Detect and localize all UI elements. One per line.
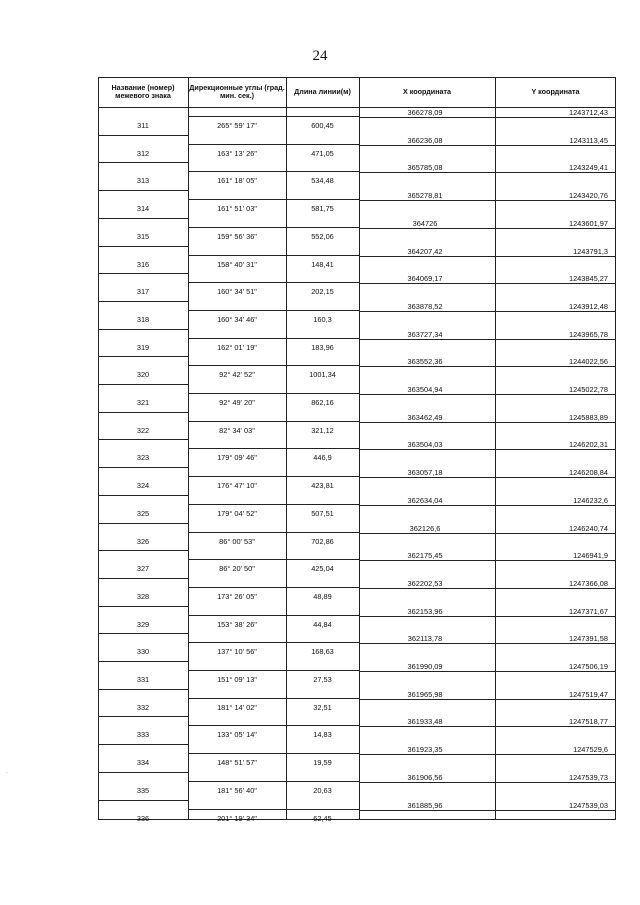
x-coordinate: 366278,09 [407, 108, 443, 117]
point-name: 330 [136, 647, 150, 657]
coord-divider [359, 505, 616, 506]
point-name: 315 [136, 231, 150, 241]
row-divider [98, 77, 616, 78]
direction-angle: 176° 47' 10" [217, 481, 257, 491]
direction-angle: 201° 19' 34" [217, 813, 257, 823]
point-divider [98, 218, 188, 219]
point-divider [98, 606, 188, 607]
y-coordinate: 1243601,97 [568, 218, 608, 228]
line-length: 321,12 [311, 425, 334, 435]
segment-divider [188, 559, 359, 560]
point-divider [98, 467, 188, 468]
coord-divider [359, 810, 616, 811]
x-coordinate: 364207,42 [407, 246, 443, 256]
coord-divider [359, 477, 616, 478]
point-name: 332 [136, 702, 150, 712]
coord-divider [359, 228, 616, 229]
direction-angle: 173° 26' 05" [217, 591, 257, 601]
y-coordinate: 1244022,56 [568, 357, 608, 367]
segment-divider [188, 448, 359, 449]
y-coordinate: 1247366,08 [568, 578, 608, 588]
segment-divider [188, 642, 359, 643]
coord-divider [359, 560, 616, 561]
x-coordinate: 363057,18 [407, 468, 443, 478]
point-name: 336 [136, 813, 150, 823]
coord-divider [359, 616, 616, 617]
direction-angle: 158° 40' 31" [217, 259, 257, 269]
point-name: 325 [136, 508, 150, 518]
coord-divider [359, 533, 616, 534]
direction-angle: 133° 05' 14" [217, 730, 257, 740]
y-coordinate: 1247518,77 [568, 717, 608, 727]
segment-divider [188, 587, 359, 588]
segment-divider [188, 144, 359, 145]
point-name: 319 [136, 342, 150, 352]
y-coordinate: 1246941,9 [573, 551, 608, 561]
line-length: 423,81 [311, 481, 334, 491]
line-length: 48,89 [313, 591, 332, 601]
coord-divider [359, 256, 616, 257]
line-length: 14,83 [313, 730, 332, 740]
y-coordinate: 1247539,03 [568, 800, 608, 810]
point-divider [98, 439, 188, 440]
segment-divider [188, 227, 359, 228]
coord-divider [359, 588, 616, 589]
y-coordinate: 1243845,27 [568, 274, 608, 284]
point-name: 312 [136, 148, 150, 158]
direction-angle: 137° 10' 56" [217, 647, 257, 657]
point-name: 322 [136, 425, 150, 435]
page-number: 24 [312, 48, 328, 64]
line-length: 202,15 [311, 287, 334, 297]
x-coordinate: 362202,53 [407, 578, 443, 588]
line-length: 148,41 [311, 259, 334, 269]
line-length: 702,86 [311, 536, 334, 546]
segment-divider [188, 199, 359, 200]
segment-divider [188, 532, 359, 533]
direction-angle: 160° 34' 46" [217, 314, 257, 324]
y-coordinate: 1243912,48 [568, 301, 608, 311]
x-coordinate: 361990,09 [407, 662, 443, 671]
segment-divider [188, 615, 359, 616]
segment-divider [188, 338, 359, 339]
point-name: 311 [137, 121, 149, 130]
coord-divider [359, 172, 616, 173]
x-coordinate: 366236,08 [407, 135, 443, 145]
coord-divider [359, 366, 616, 367]
y-coordinate: 1246240,74 [568, 523, 608, 533]
y-coordinate: 1243249,41 [568, 163, 608, 173]
segment-divider [188, 393, 359, 394]
direction-angle: 82° 34' 03" [219, 425, 255, 435]
y-coordinate: 1245022,78 [568, 385, 608, 394]
line-length: 44,84 [313, 619, 332, 629]
direction-angle: 161° 51' 03" [217, 204, 257, 214]
point-divider [98, 744, 188, 745]
point-divider [98, 495, 188, 496]
x-coordinate: 364069,17 [407, 274, 443, 284]
coord-divider [359, 200, 616, 201]
header-length: Длина линии(м) [294, 86, 351, 96]
x-coordinate: 362153,96 [407, 606, 443, 616]
line-length: 32,51 [313, 702, 332, 712]
direction-angle: 179° 04' 52" [217, 508, 257, 518]
y-coordinate: 1247506,19 [568, 662, 608, 671]
point-divider [98, 162, 188, 163]
coord-divider [359, 422, 616, 423]
x-coordinate: 365278,81 [407, 191, 443, 201]
point-name: 321 [136, 398, 150, 407]
y-coordinate: 1246202,31 [568, 440, 608, 450]
x-coordinate: 363504,03 [407, 440, 443, 450]
header-y: Y координата [531, 86, 580, 96]
x-coordinate: 363727,34 [407, 329, 443, 339]
y-coordinate: 1247391,58 [568, 634, 608, 644]
side-mark: · [6, 770, 8, 776]
direction-angle: 86° 20' 50" [219, 564, 255, 574]
point-divider [98, 550, 188, 551]
point-divider [98, 190, 188, 191]
point-divider [98, 689, 188, 690]
coord-divider [359, 782, 616, 783]
line-length: 62,45 [313, 813, 332, 823]
point-name: 318 [136, 314, 150, 324]
coord-divider [359, 671, 616, 672]
y-coordinate: 1245883,89 [568, 412, 608, 422]
direction-angle: 148° 51' 57" [217, 758, 257, 768]
segment-divider [188, 753, 359, 754]
segment-divider [188, 310, 359, 311]
direction-angle: 163° 13' 26" [217, 148, 257, 158]
point-divider [98, 661, 188, 662]
segment-divider [188, 725, 359, 726]
segment-divider [188, 116, 359, 117]
coord-divider [359, 311, 616, 312]
x-coordinate: 362113,78 [407, 634, 443, 644]
segment-divider [188, 698, 359, 699]
segment-divider [188, 365, 359, 366]
segment-divider [188, 809, 359, 810]
y-coordinate: 1247529,6 [573, 745, 608, 755]
segment-divider [188, 421, 359, 422]
point-name: 326 [136, 536, 150, 546]
line-length: 471,05 [311, 148, 334, 158]
point-divider [98, 633, 188, 634]
header-x: X координата [402, 86, 452, 96]
line-length: 446,9 [313, 453, 332, 463]
x-coordinate: 365785,08 [407, 163, 443, 173]
point-divider [98, 772, 188, 773]
line-length: 862,16 [311, 398, 334, 407]
y-coordinate: 1243712,43 [568, 108, 608, 117]
coord-divider [359, 145, 616, 146]
x-coordinate: 361965,98 [407, 689, 443, 699]
y-coordinate: 1243965,78 [568, 329, 608, 339]
direction-angle: 159° 56' 36" [217, 231, 257, 241]
x-coordinate: 361933,48 [407, 717, 443, 727]
header-angle: Дирекционные углы (град. мин. сек.) [189, 82, 285, 100]
direction-angle: 86° 00' 53" [219, 536, 255, 546]
coord-divider [359, 449, 616, 450]
point-divider [98, 716, 188, 717]
x-coordinate: 361906,56 [407, 772, 443, 782]
x-coordinate: 363504,94 [407, 385, 443, 394]
y-coordinate: 1243420,76 [568, 191, 608, 201]
x-coordinate: 363552,36 [407, 357, 443, 367]
point-divider [98, 412, 188, 413]
line-length: 600,45 [311, 121, 334, 130]
direction-angle: 181° 56' 40" [217, 785, 257, 795]
line-length: 1001,34 [309, 370, 336, 380]
point-divider [98, 329, 188, 330]
coord-divider [359, 339, 616, 340]
y-coordinate: 1243113,45 [569, 135, 608, 145]
point-name: 329 [136, 619, 150, 629]
coord-divider [359, 643, 616, 644]
direction-angle: 151° 09' 13" [217, 675, 257, 684]
point-name: 333 [136, 730, 150, 740]
x-coordinate: 362175,45 [407, 551, 443, 561]
point-divider [98, 578, 188, 579]
direction-angle: 162° 01' 19" [217, 342, 257, 352]
point-name: 334 [136, 758, 150, 768]
point-name: 331 [136, 675, 150, 684]
coord-divider [359, 754, 616, 755]
y-coordinate: 1246232,6 [573, 495, 608, 505]
point-divider [98, 246, 188, 247]
coord-divider [359, 394, 616, 395]
point-divider [98, 356, 188, 357]
line-length: 581,75 [311, 204, 334, 214]
y-coordinate: 1247371,67 [568, 606, 608, 616]
coord-divider [359, 726, 616, 727]
point-name: 324 [136, 481, 150, 491]
line-length: 27,53 [313, 675, 332, 684]
point-name: 328 [136, 591, 150, 601]
segment-divider [188, 670, 359, 671]
line-length: 20,63 [313, 785, 332, 795]
line-length: 160,3 [313, 314, 332, 324]
direction-angle: 92° 49' 20" [219, 398, 255, 407]
point-divider [98, 273, 188, 274]
y-coordinate: 1243791,3 [573, 246, 608, 256]
segment-divider [188, 171, 359, 172]
x-coordinate: 361923,35 [407, 745, 443, 755]
line-length: 183,96 [311, 342, 334, 352]
y-coordinate: 1246208,84 [568, 468, 608, 478]
direction-angle: 92° 42' 52" [219, 370, 255, 380]
x-coordinate: 362634,04 [407, 495, 443, 505]
direction-angle: 181° 14' 02" [217, 702, 257, 712]
segment-divider [188, 781, 359, 782]
direction-angle: 265° 59' 17" [217, 121, 257, 130]
direction-angle: 153° 38' 26" [217, 619, 257, 629]
y-coordinate: 1247519,47 [568, 689, 608, 699]
segment-divider [188, 504, 359, 505]
point-name: 314 [136, 204, 150, 214]
direction-angle: 179° 09' 46" [217, 453, 257, 463]
point-divider [98, 301, 188, 302]
y-coordinate: 1247539,73 [568, 772, 608, 782]
point-name: 320 [136, 370, 150, 380]
coord-divider [359, 117, 616, 118]
line-length: 168,63 [311, 647, 334, 657]
point-name: 323 [136, 453, 150, 463]
point-name: 317 [136, 287, 150, 297]
point-name: 316 [136, 259, 150, 269]
line-length: 425,04 [311, 564, 334, 574]
x-coordinate: 364726 [412, 218, 438, 228]
coord-divider [359, 699, 616, 700]
direction-angle: 160° 34' 51" [217, 287, 257, 297]
header-name: Название (номер) межевого знака [111, 82, 175, 100]
line-length: 534,48 [311, 176, 334, 186]
line-length: 19,59 [313, 758, 332, 768]
point-name: 313 [136, 176, 150, 186]
coord-divider [359, 283, 616, 284]
x-coordinate: 363878,52 [407, 301, 443, 311]
point-name: 335 [136, 785, 150, 795]
point-divider [98, 800, 188, 801]
x-coordinate: 362126,6 [409, 523, 441, 533]
x-coordinate: 363462,49 [407, 412, 443, 422]
point-divider [98, 384, 188, 385]
segment-divider [188, 255, 359, 256]
line-length: 552,06 [311, 231, 334, 241]
x-coordinate: 361885,96 [407, 800, 443, 810]
direction-angle: 161° 18' 05" [217, 176, 257, 186]
point-divider [98, 523, 188, 524]
point-name: 327 [136, 564, 150, 574]
point-divider [98, 135, 188, 136]
segment-divider [188, 282, 359, 283]
coordinates-table [98, 77, 616, 823]
line-length: 507,51 [311, 508, 334, 518]
segment-divider [188, 476, 359, 477]
